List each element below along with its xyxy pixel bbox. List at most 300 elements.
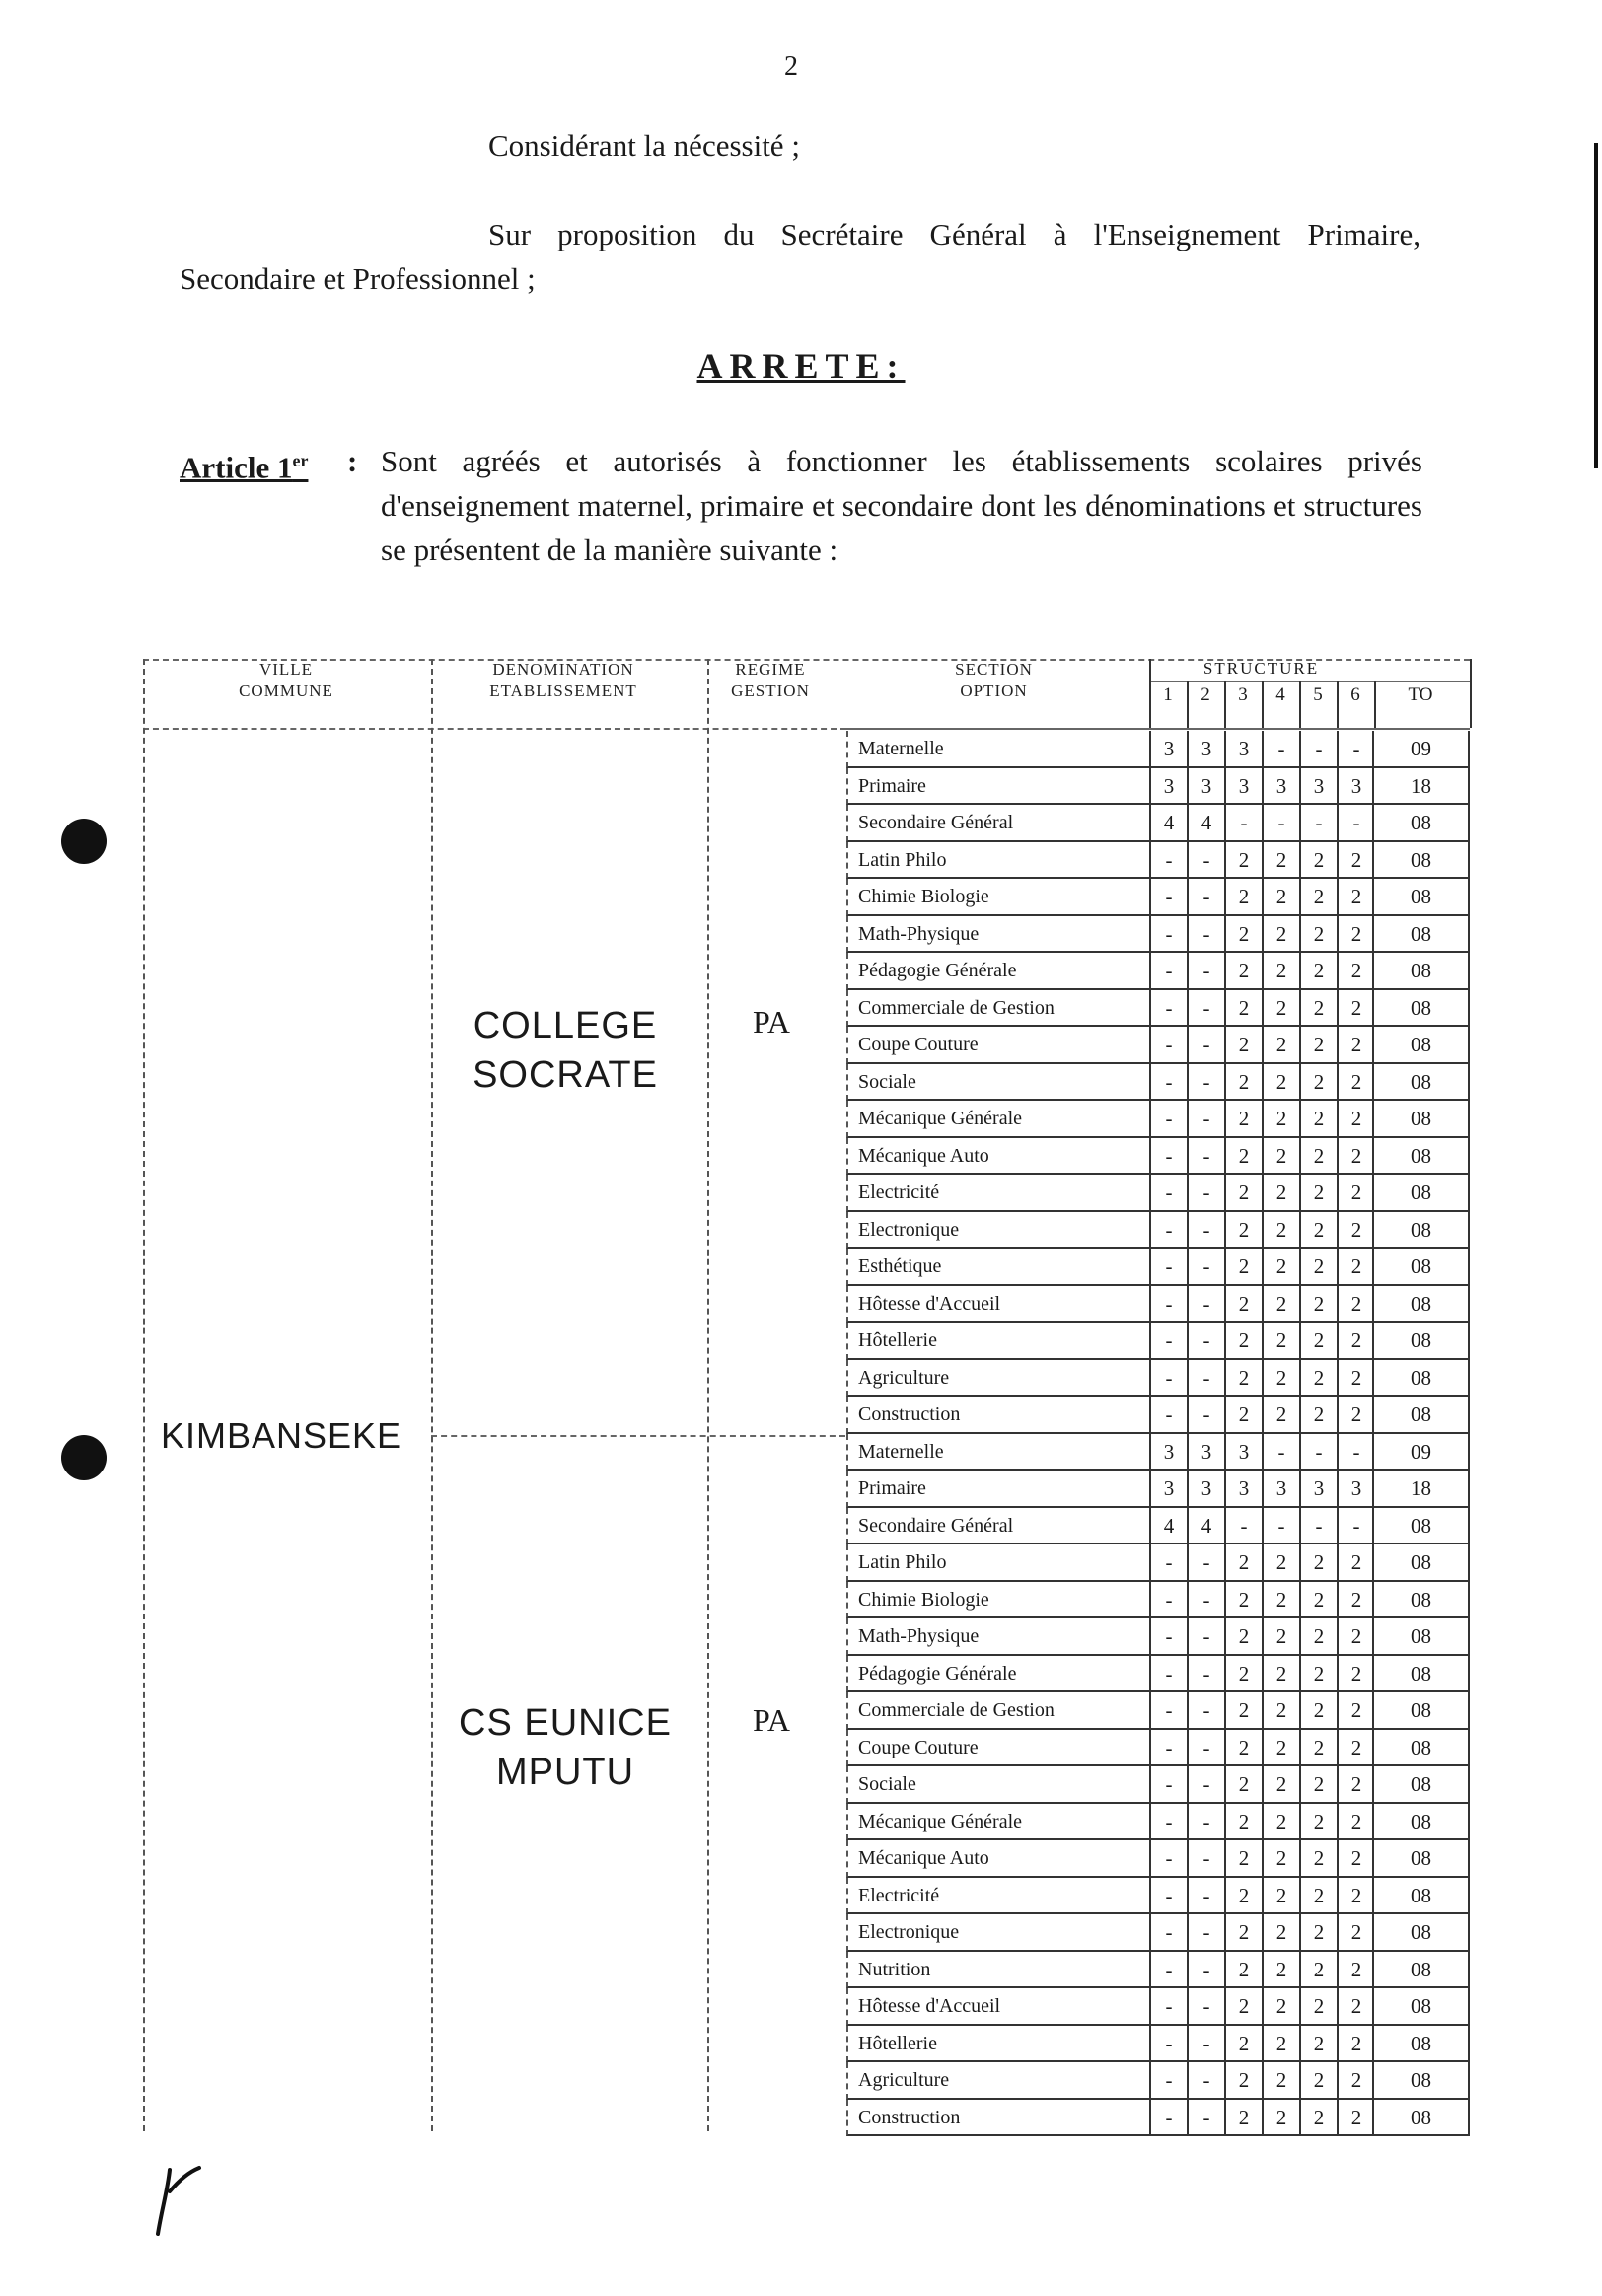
structure-value-cell: - [1224, 805, 1262, 842]
table-top-rule [143, 659, 1470, 661]
page-number: 2 [784, 51, 798, 82]
table-row [846, 2100, 1470, 2137]
total-cell: 18 [1372, 1471, 1470, 1508]
structure-value-cell: - [1187, 842, 1224, 880]
structure-value-cell: - [1149, 1656, 1187, 1693]
structure-value-cell: - [1187, 1064, 1224, 1102]
structure-value-cell: 2 [1262, 953, 1299, 990]
structure-value-cell: 2 [1299, 953, 1337, 990]
structure-value-cell: 3 [1187, 731, 1224, 768]
structure-value-cell: 2 [1337, 1138, 1374, 1176]
structure-rule [1149, 681, 1470, 682]
total-cell: 08 [1372, 916, 1470, 954]
total-cell: 08 [1372, 842, 1470, 880]
structure-value-cell: - [1337, 1434, 1374, 1471]
section-option-cell: Hôtellerie [846, 1323, 1149, 1360]
structure-value-cell: 2 [1337, 1027, 1374, 1064]
structure-value-cell: - [1187, 1286, 1224, 1324]
structure-value-cell: 3 [1224, 1434, 1262, 1471]
section-option-cell: Latin Philo [846, 842, 1149, 880]
structure-value-cell: - [1149, 953, 1187, 990]
table-row [846, 1656, 1470, 1693]
structure-value-cell: 2 [1299, 1952, 1337, 1989]
table-row [846, 1766, 1470, 1804]
structure-left-rule [1149, 659, 1151, 728]
structure-value-cell: 2 [1299, 1730, 1337, 1767]
structure-value-cell: 2 [1337, 1064, 1374, 1102]
structure-value-cell: 4 [1187, 805, 1224, 842]
header-bottom-rule [143, 728, 846, 730]
structure-value-cell: 2 [1224, 1730, 1262, 1767]
structure-value-cell: 2 [1224, 1286, 1262, 1324]
structure-value-cell: 3 [1187, 1434, 1224, 1471]
section-option-cell: Hôtesse d'Accueil [846, 1286, 1149, 1324]
total-cell: 08 [1372, 1878, 1470, 1915]
structure-value-cell: 2 [1262, 1397, 1299, 1434]
section-option-cell: Coupe Couture [846, 1027, 1149, 1064]
structure-value-cell: - [1262, 1508, 1299, 1545]
header-regime: REGIME GESTION [731, 660, 810, 700]
structure-value-cell: - [1299, 805, 1337, 842]
table-row [846, 1360, 1470, 1398]
structure-value-cell: - [1149, 1027, 1187, 1064]
structure-value-cell: - [1187, 1730, 1224, 1767]
section-option-cell: Nutrition [846, 1952, 1149, 1989]
structure-value-cell: - [1337, 731, 1374, 768]
article-label: Article 1er [180, 450, 309, 485]
structure-value-cell: 2 [1299, 1397, 1337, 1434]
structure-value-cell: - [1149, 1286, 1187, 1324]
structure-value-cell: 2 [1337, 1766, 1374, 1804]
structure-value-cell: 2 [1224, 879, 1262, 916]
structure-value-cell: - [1149, 1360, 1187, 1398]
header-col-6: 6 [1350, 684, 1360, 705]
structure-value-cell: 2 [1299, 1064, 1337, 1102]
structure-value-cell: - [1187, 1914, 1224, 1952]
total-cell: 09 [1372, 731, 1470, 768]
structure-value-cell: 2 [1224, 1804, 1262, 1841]
structure-value-cell: - [1149, 1101, 1187, 1138]
section-option-cell: Mécanique Auto [846, 1840, 1149, 1878]
structure-value-cell: 2 [1262, 1840, 1299, 1878]
structure-value-cell: 2 [1299, 1323, 1337, 1360]
structure-value-cell: - [1149, 1692, 1187, 1730]
structure-value-cell: - [1262, 1434, 1299, 1471]
table-row [846, 1101, 1470, 1138]
structure-value-cell: - [1187, 953, 1224, 990]
total-cell: 08 [1372, 1323, 1470, 1360]
total-cell: 08 [1372, 953, 1470, 990]
structure-value-cell: 3 [1262, 768, 1299, 806]
structure-value-cell: 2 [1224, 1878, 1262, 1915]
table-row [846, 1434, 1470, 1471]
table-row [846, 1952, 1470, 1989]
structure-value-cell: - [1224, 1508, 1262, 1545]
structure-value-cell: 2 [1224, 1360, 1262, 1398]
section-option-cell: Pédagogie Générale [846, 1656, 1149, 1693]
structure-value-cell: 2 [1262, 1618, 1299, 1656]
structure-value-cell: - [1262, 805, 1299, 842]
total-cell: 08 [1372, 1692, 1470, 1730]
table-row [846, 2062, 1470, 2100]
structure-value-cell: - [1187, 1249, 1224, 1286]
structure-value-cell: 2 [1337, 879, 1374, 916]
structure-value-cell: 3 [1149, 768, 1187, 806]
structure-value-cell: 2 [1224, 1064, 1262, 1102]
structure-value-cell: 2 [1337, 1175, 1374, 1212]
structure-value-cell: 3 [1187, 1471, 1224, 1508]
header-col-2: 2 [1201, 684, 1210, 705]
structure-value-cell: 2 [1299, 1544, 1337, 1582]
table-row [846, 1988, 1470, 2026]
table-row [846, 953, 1470, 990]
structure-value-cell: 2 [1299, 1138, 1337, 1176]
structure-value-cell: - [1187, 1618, 1224, 1656]
table-row [846, 842, 1470, 880]
structure-value-cell: 2 [1262, 1286, 1299, 1324]
section-option-cell: Electronique [846, 1914, 1149, 1952]
header-ville: VILLE COMMUNE [239, 660, 333, 700]
table-row [846, 1212, 1470, 1250]
table-row [846, 1914, 1470, 1952]
structure-value-cell: 2 [1299, 1840, 1337, 1878]
structure-value-cell: 2 [1299, 1692, 1337, 1730]
structure-value-cell: 2 [1262, 1988, 1299, 2026]
structure-value-cell: 3 [1187, 768, 1224, 806]
signature-mark [148, 2150, 207, 2239]
table-row [846, 1804, 1470, 1841]
structure-value-cell: 2 [1262, 1360, 1299, 1398]
structure-value-cell: 2 [1262, 1027, 1299, 1064]
table-row [846, 768, 1470, 806]
table-row [846, 1730, 1470, 1767]
total-cell: 08 [1372, 1544, 1470, 1582]
total-cell: 08 [1372, 2062, 1470, 2100]
structure-value-cell: 2 [1299, 1656, 1337, 1693]
structure-value-cell: - [1149, 916, 1187, 954]
structure-value-cell: - [1149, 1397, 1187, 1434]
structure-value-cell: - [1262, 731, 1299, 768]
table-row [846, 1840, 1470, 1878]
structure-value-cell: - [1187, 1397, 1224, 1434]
table-row [846, 990, 1470, 1028]
section-option-cell: Mécanique Générale [846, 1804, 1149, 1841]
table-row [846, 731, 1470, 768]
header-grid-rule [846, 728, 1470, 730]
structure-value-cell: 2 [1262, 1692, 1299, 1730]
structure-value-cell: 2 [1224, 842, 1262, 880]
structure-value-cell: - [1187, 879, 1224, 916]
section-option-cell: Construction [846, 1397, 1149, 1434]
structure-value-cell: 2 [1337, 1397, 1374, 1434]
structure-value-cell: 2 [1299, 1212, 1337, 1250]
structure-value-cell: 2 [1224, 1323, 1262, 1360]
structure-value-cell: 2 [1299, 2100, 1337, 2137]
header-section: SECTION OPTION [955, 660, 1033, 700]
structure-value-cell: 2 [1337, 1840, 1374, 1878]
structure-value-cell: 2 [1337, 842, 1374, 880]
section-option-cell: Construction [846, 2100, 1149, 2137]
structure-value-cell: 2 [1299, 879, 1337, 916]
structure-value-cell: - [1299, 1434, 1337, 1471]
structure-value-cell: - [1299, 731, 1337, 768]
structure-value-cell: 3 [1149, 1471, 1187, 1508]
structure-value-cell: 2 [1224, 953, 1262, 990]
structure-value-cell: 2 [1262, 842, 1299, 880]
structure-value-cell: 2 [1224, 1952, 1262, 1989]
structure-value-cell: - [1149, 1323, 1187, 1360]
section-option-cell: Hôtesse d'Accueil [846, 1988, 1149, 2026]
total-cell: 08 [1372, 1138, 1470, 1176]
table-row [846, 1692, 1470, 1730]
structure-value-cell: 2 [1337, 1286, 1374, 1324]
structure-value-cell: 2 [1299, 2062, 1337, 2100]
total-cell: 09 [1372, 1434, 1470, 1471]
structure-value-cell: - [1187, 1212, 1224, 1250]
structure-value-cell: - [1187, 1544, 1224, 1582]
structure-value-cell: - [1299, 1508, 1337, 1545]
table-row [846, 1249, 1470, 1286]
structure-value-cell: 2 [1262, 1138, 1299, 1176]
total-cell: 08 [1372, 1249, 1470, 1286]
structure-value-cell: 2 [1337, 1692, 1374, 1730]
section-option-cell: Mécanique Auto [846, 1138, 1149, 1176]
total-cell: 18 [1372, 768, 1470, 806]
num-rule-5 [1299, 681, 1301, 728]
structure-value-cell: 2 [1299, 1249, 1337, 1286]
structure-value-cell: 2 [1224, 2062, 1262, 2100]
structure-value-cell: 2 [1299, 842, 1337, 880]
school-divider [431, 1435, 845, 1437]
structure-value-cell: - [1149, 1249, 1187, 1286]
structure-value-cell: 2 [1224, 1656, 1262, 1693]
structure-value-cell: - [1149, 1064, 1187, 1102]
structure-value-cell: - [1149, 1582, 1187, 1619]
table-row [846, 1286, 1470, 1324]
structure-value-cell: 2 [1262, 1766, 1299, 1804]
table-row [846, 1138, 1470, 1176]
structure-value-cell: - [1187, 1027, 1224, 1064]
structure-value-cell: - [1187, 990, 1224, 1028]
structure-value-cell: 2 [1262, 916, 1299, 954]
structure-value-cell: 2 [1299, 1582, 1337, 1619]
total-cell: 08 [1372, 1175, 1470, 1212]
table-row [846, 805, 1470, 842]
section-option-cell: Chimie Biologie [846, 879, 1149, 916]
structure-value-cell: - [1149, 1914, 1187, 1952]
structure-value-cell: - [1187, 1988, 1224, 2026]
section-option-cell: Coupe Couture [846, 1730, 1149, 1767]
structure-value-cell: 2 [1299, 1618, 1337, 1656]
total-cell: 08 [1372, 1064, 1470, 1102]
structure-value-cell: - [1187, 1323, 1224, 1360]
num-rule-2 [1187, 681, 1189, 728]
header-col-5: 5 [1313, 684, 1323, 705]
punch-hole [61, 1435, 107, 1480]
structure-value-cell: - [1149, 2100, 1187, 2137]
structure-value-cell: 2 [1224, 990, 1262, 1028]
section-option-cell: Commerciale de Gestion [846, 990, 1149, 1028]
structure-value-cell: 2 [1262, 990, 1299, 1028]
section-option-cell: Maternelle [846, 1434, 1149, 1471]
structure-value-cell: 2 [1224, 1914, 1262, 1952]
structure-value-cell: 2 [1337, 1988, 1374, 2026]
section-option-cell: Sociale [846, 1064, 1149, 1102]
structure-value-cell: 3 [1299, 1471, 1337, 1508]
total-cell: 08 [1372, 1397, 1470, 1434]
punch-hole [61, 819, 107, 864]
regime-cs-eunice-mputu: PA [753, 1702, 790, 1738]
section-option-cell: Primaire [846, 768, 1149, 806]
structure-value-cell: 2 [1224, 1249, 1262, 1286]
section-option-cell: Chimie Biologie [846, 1582, 1149, 1619]
structure-value-cell: 2 [1337, 990, 1374, 1028]
structure-value-cell: 2 [1262, 1212, 1299, 1250]
structure-value-cell: 2 [1337, 1249, 1374, 1286]
structure-value-cell: 3 [1224, 768, 1262, 806]
structure-value-cell: 2 [1224, 1988, 1262, 2026]
table-row [846, 916, 1470, 954]
structure-value-cell: 2 [1224, 1101, 1262, 1138]
structure-value-cell: - [1187, 1175, 1224, 1212]
structure-value-cell: - [1187, 1582, 1224, 1619]
article-superscript: er [292, 451, 309, 470]
table-row [846, 1618, 1470, 1656]
header-denomination: DENOMINATION ETABLISSEMENT [489, 660, 637, 700]
structure-value-cell: 2 [1224, 1544, 1262, 1582]
structure-value-cell: 2 [1299, 1766, 1337, 1804]
structure-value-cell: 2 [1337, 1618, 1374, 1656]
num-rule-6 [1337, 681, 1339, 728]
structure-value-cell: 2 [1262, 1249, 1299, 1286]
structure-value-cell: - [1149, 1138, 1187, 1176]
total-cell: 08 [1372, 1582, 1470, 1619]
structure-value-cell: - [1149, 1952, 1187, 1989]
section-option-cell: Hôtellerie [846, 2026, 1149, 2063]
structure-value-cell: - [1149, 1212, 1187, 1250]
total-cell: 08 [1372, 1286, 1470, 1324]
structure-value-cell: 3 [1149, 1434, 1187, 1471]
structure-value-cell: 3 [1224, 731, 1262, 768]
structure-value-cell: - [1187, 1656, 1224, 1693]
num-rule-4 [1262, 681, 1264, 728]
structure-value-cell: - [1149, 842, 1187, 880]
structure-value-cell: 2 [1262, 1101, 1299, 1138]
structure-value-cell: 2 [1224, 1397, 1262, 1434]
structure-value-cell: - [1149, 1618, 1187, 1656]
section-option-cell: Secondaire Général [846, 1508, 1149, 1545]
total-cell: 08 [1372, 805, 1470, 842]
structure-value-cell: - [1187, 1360, 1224, 1398]
structure-value-cell: 2 [1224, 2100, 1262, 2137]
structure-value-cell: 2 [1299, 1360, 1337, 1398]
considerant-paragraph: Considérant la nécessité ; [488, 128, 800, 163]
section-option-cell: Secondaire Général [846, 805, 1149, 842]
structure-value-cell: 2 [1224, 916, 1262, 954]
structure-value-cell: 3 [1337, 768, 1374, 806]
regime-college-socrate: PA [753, 1004, 790, 1040]
total-cell: 08 [1372, 1360, 1470, 1398]
structure-value-cell: - [1187, 1101, 1224, 1138]
header-structure: STRUCTURE [1202, 659, 1320, 678]
structure-value-cell: 2 [1262, 1323, 1299, 1360]
total-cell: 08 [1372, 1988, 1470, 2026]
structure-value-cell: - [1337, 1508, 1374, 1545]
structure-value-cell: 2 [1224, 1766, 1262, 1804]
table-row [846, 2026, 1470, 2063]
total-cell: 08 [1372, 879, 1470, 916]
structure-value-cell: 2 [1224, 1840, 1262, 1878]
structure-value-cell: - [1187, 1804, 1224, 1841]
table-row [846, 879, 1470, 916]
structure-value-cell: - [1187, 916, 1224, 954]
structure-value-cell: 2 [1337, 1212, 1374, 1250]
structure-value-cell: - [1149, 990, 1187, 1028]
header-col-4: 4 [1275, 684, 1285, 705]
structure-value-cell: 2 [1262, 2100, 1299, 2137]
table-row [846, 1471, 1470, 1508]
section-option-cell: Agriculture [846, 1360, 1149, 1398]
total-cell: 08 [1372, 2026, 1470, 2063]
table-row [846, 1878, 1470, 1915]
structure-value-cell: - [1149, 879, 1187, 916]
structure-value-cell: 2 [1299, 1804, 1337, 1841]
structure-value-cell: - [1187, 1952, 1224, 1989]
structure-value-cell: - [1149, 2026, 1187, 2063]
structure-value-cell: - [1149, 1730, 1187, 1767]
structure-value-cell: - [1187, 1766, 1224, 1804]
structure-value-cell: 2 [1337, 916, 1374, 954]
structure-value-cell: - [1187, 2100, 1224, 2137]
structure-value-cell: - [1187, 1840, 1224, 1878]
school-name-cs-eunice-mputu: CS EUNICE MPUTU [459, 1702, 672, 1793]
table-row [846, 1582, 1470, 1619]
structure-value-cell: 2 [1299, 990, 1337, 1028]
article-colon: : [347, 444, 358, 478]
structure-value-cell: 4 [1149, 1508, 1187, 1545]
col-rule-denomination [431, 659, 433, 2131]
proposition-paragraph: Sur proposition du Secrétaire Général à l'Enseignement Primaire, Secondaire et Professionnel ; [180, 217, 1420, 296]
structure-value-cell: - [1149, 2062, 1187, 2100]
col-rule-regime [707, 659, 709, 2131]
structure-value-cell: 2 [1262, 1952, 1299, 1989]
total-cell: 08 [1372, 1618, 1470, 1656]
total-cell: 08 [1372, 1027, 1470, 1064]
structure-value-cell: 2 [1262, 1544, 1299, 1582]
structure-value-cell: - [1187, 2026, 1224, 2063]
table-row [846, 1508, 1470, 1545]
table-row [846, 1027, 1470, 1064]
structure-value-cell: - [1149, 1766, 1187, 1804]
structure-value-cell: 2 [1299, 1175, 1337, 1212]
ville-commune: KIMBANSEKE [161, 1415, 402, 1456]
structure-value-cell: - [1187, 2062, 1224, 2100]
structure-value-cell: 2 [1337, 1323, 1374, 1360]
section-option-cell: Electricité [846, 1878, 1149, 1915]
table-left-rule [143, 659, 145, 2131]
structure-value-cell: 2 [1337, 2062, 1374, 2100]
section-option-cell: Math-Physique [846, 1618, 1149, 1656]
total-cell: 08 [1372, 990, 1470, 1028]
structure-value-cell: 2 [1299, 1988, 1337, 2026]
num-rule-total [1374, 681, 1376, 728]
total-cell: 08 [1372, 2100, 1470, 2137]
total-cell: 08 [1372, 1101, 1470, 1138]
total-cell: 08 [1372, 1804, 1470, 1841]
section-option-cell: Maternelle [846, 731, 1149, 768]
structure-value-cell: 2 [1262, 1582, 1299, 1619]
structure-value-cell: 2 [1262, 1804, 1299, 1841]
